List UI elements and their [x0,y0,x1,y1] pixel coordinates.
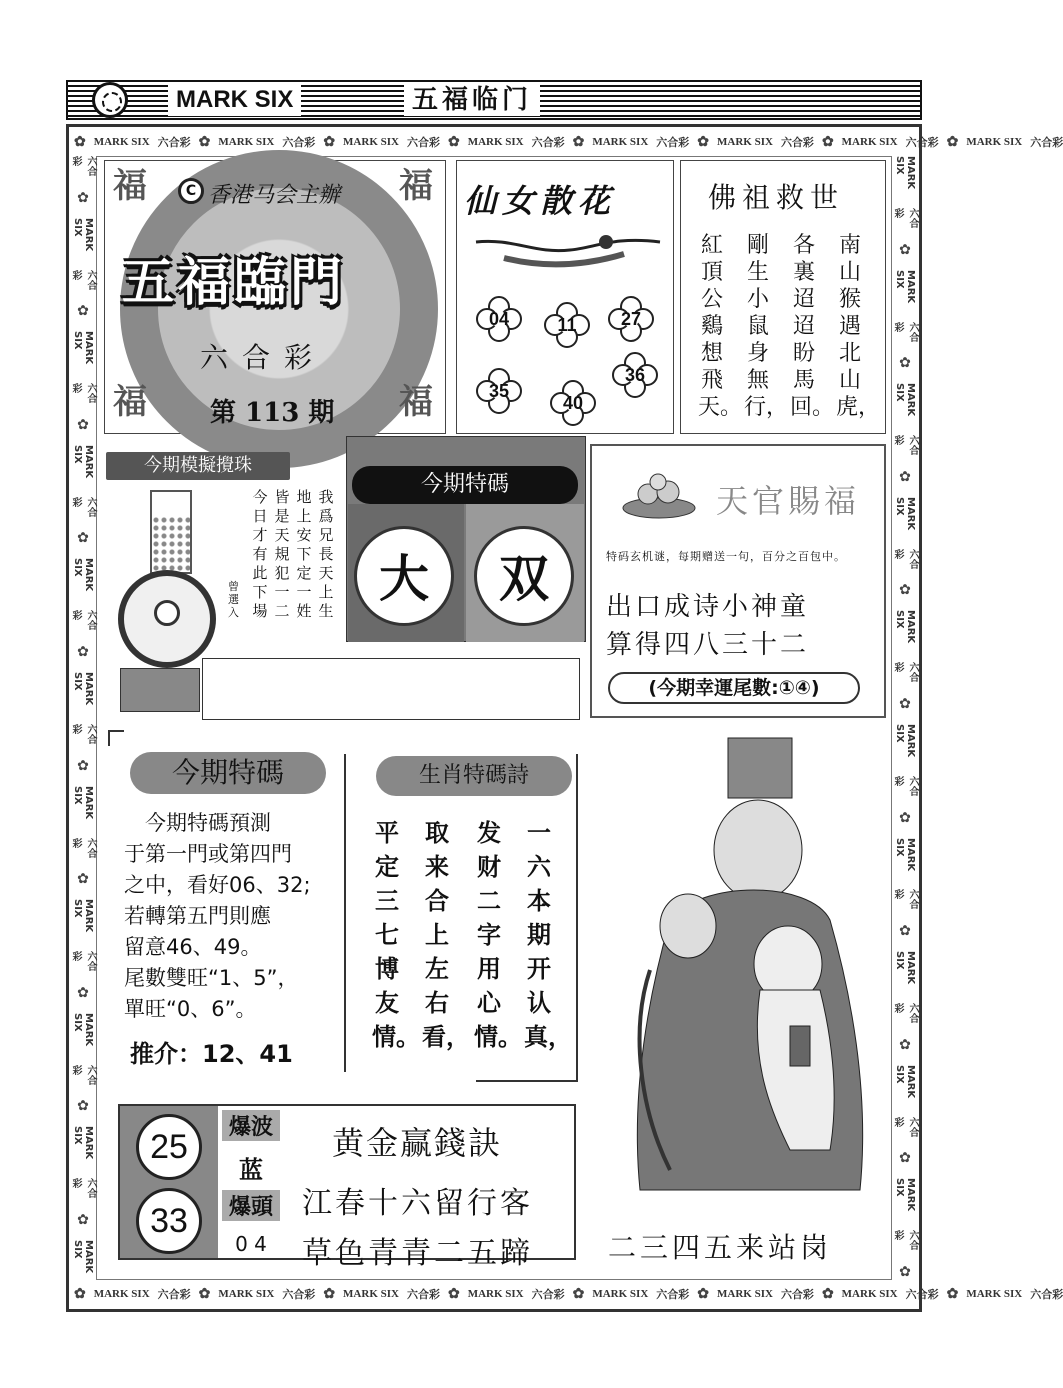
tema2-line: 于第一門或第四門 [124,842,292,866]
flower-icon: ✿ [897,582,913,599]
buddha-title: 佛祖救世 [708,181,845,214]
drum-poem-col-3: 皆是天規犯一二 [274,488,290,620]
drum-label: 今期模擬攪珠 [106,452,290,480]
flower-icon: ✿ [697,134,710,150]
deity-caption: 二三四五来站岗 [608,1231,833,1264]
buddha-col-1: 南山猴遇北山虎， [836,233,881,420]
border-brand: MARK SIX [894,1178,916,1212]
border-cn: 六合彩 [892,1116,918,1137]
border-cn: 六合彩 [406,137,440,149]
border-brand: MARK SIX [592,136,649,148]
flower-icon: ✿ [697,1286,710,1302]
flower-icon: ✿ [897,809,913,826]
border-strip-left [70,156,96,1280]
border-brand: MARK SIX [467,1288,524,1300]
fairy-number-text: 11 [557,315,577,335]
border-brand: MARK SIX [894,496,916,530]
flower-icon: ✿ [447,134,460,150]
gold-line-1: 江春十六留行客 [302,1186,533,1221]
separator-h [476,1080,578,1082]
border-brand: MARK SIX [894,1064,916,1098]
border-cn: 六合彩 [892,1230,918,1251]
border-brand: MARK SIX [592,1288,649,1300]
fairy-number-1 [476,296,522,342]
border-cn: 六合彩 [892,321,918,342]
border-cn: 六合彩 [1030,1289,1063,1301]
tiangong-line-1: 出口成诗小神童 [606,592,810,622]
corner-mark [108,730,124,746]
flower-icon: ✿ [572,134,585,150]
flower-icon: ✿ [897,241,913,258]
flower-icon: ✿ [897,695,913,712]
border-brand: MARK SIX [72,1240,94,1274]
tiangong-sub: 特码玄机谜，每期赠送一句，百分之百包中。 [606,550,846,563]
tema2-line: 單旺“0、6”。 [124,997,257,1021]
flower-icon: ✿ [572,1286,585,1302]
fairy-number-text: 36 [624,365,646,385]
tema2-body [124,808,344,1025]
border-cn: 六合彩 [531,1289,565,1301]
border-brand: MARK SIX [717,1288,773,1300]
shengxiao-col-1: 一六本期开认真， [524,819,572,1051]
tema2-line: 尾數雙旺“1、5”， [124,966,299,990]
border-cn: 六合彩 [70,951,96,972]
border-cn: 六合彩 [656,1289,690,1301]
border-brand: MARK SIX [966,1288,1023,1300]
tema2-line: 之中，看好06、32; [124,873,311,897]
border-cn: 六合彩 [406,1289,440,1301]
border-brand: MARK SIX [841,136,898,148]
empty-box [202,658,580,720]
flower-icon: ✿ [75,530,91,547]
border-cn: 六合彩 [531,137,565,149]
burst-head-label: 爆頭 [222,1190,280,1221]
border-brand: MARK SIX [72,1012,94,1046]
fairy-number-text: 35 [488,381,510,401]
fu-corner-bl: 福 [113,382,147,422]
border-cn: 六合彩 [892,775,918,796]
flower-icon: ✿ [75,871,91,888]
border-cn: 六合彩 [780,1289,814,1301]
flower-icon: ✿ [946,1286,959,1302]
separator [344,754,346,1072]
border-cn: 六合彩 [892,548,918,569]
border-cn: 六合彩 [892,435,918,456]
flower-icon: ✿ [75,416,91,433]
shengxiao-col-2: 发财二字用心情。 [474,819,522,1051]
border-strip-top [74,130,1063,154]
recommend: 推介：12、41 [130,1040,293,1068]
border-cn: 六合彩 [282,137,316,149]
border-brand: MARK SIX [93,1288,150,1300]
banner-brand: MARK SIX [168,84,301,116]
burst-head-value: 0 4 [235,1232,267,1256]
jockey-club-logo-icon: C [178,178,204,204]
burst-wave-label: 爆波 [222,1110,280,1141]
border-brand: MARK SIX [894,723,916,758]
border-cn: 六合彩 [1030,137,1063,149]
fu-corner-tl: 福 [113,166,147,206]
host-text: 香港马会主辦 [208,183,341,208]
shengxiao-col-4: 平定三七博友情。 [372,819,420,1051]
flower-icon: ✿ [447,1286,460,1302]
shengxiao-col-3: 取来合上左右看， [422,819,470,1051]
buddha-col-4: 紅頂公鷄想飛天。 [698,233,743,420]
buddha-col-3: 剛生小鼠身無行， [744,233,789,420]
fairy-title: 仙女散花 [464,182,617,220]
drum-poem-col-4: 今日才有此下場 [252,488,268,620]
border-brand: MARK SIX [894,383,916,417]
tema-double: 双 [474,526,574,626]
drum-base [120,668,200,712]
drum-hub-icon [154,600,180,626]
gold-line-2: 草色青青二五蹄 [302,1236,533,1271]
border-strip-right [892,156,918,1280]
tiangong-line-2: 算得四八三十二 [606,630,810,660]
border-brand: MARK SIX [894,951,916,985]
border-cn: 六合彩 [157,137,191,149]
drum-poem-col-2: 地上安下定一姓 [296,488,312,620]
border-brand: MARK SIX [218,136,275,148]
border-strip-bottom [74,1282,1063,1306]
tema2-line: 今期特碼預測 [124,811,271,835]
fairy-number-text: 27 [620,309,642,329]
ball-2: 33 [136,1188,202,1254]
fairy-number-text: 04 [488,309,510,329]
border-brand: MARK SIX [894,837,916,871]
flower-icon: ✿ [74,134,86,150]
fu-corner-tr: 福 [399,166,433,206]
border-brand: MARK SIX [93,136,150,148]
flower-icon: ✿ [897,923,913,940]
fairy-number-text: 40 [562,393,584,413]
border-cn: 六合彩 [157,1289,191,1301]
fairy-number-2 [544,302,590,348]
drum-legend: 曾選入 [228,580,239,619]
fu-corner-br: 福 [399,382,433,422]
separator [576,754,578,1080]
border-brand: MARK SIX [72,217,94,251]
fairy-number-5 [550,380,596,426]
flower-icon: ✿ [75,189,91,206]
tema2-line: 留意46、49。 [124,935,262,959]
flower-icon: ✿ [75,984,91,1001]
fairy-number-3 [608,296,654,342]
gold-title: 黄金赢錢訣 [332,1124,503,1162]
flower-icon: ✿ [198,134,211,150]
main-subtitle: 六合彩 [200,341,327,374]
flower-icon: ✿ [821,1286,834,1302]
flower-icon: ✿ [198,1286,211,1302]
flower-icon: ✿ [897,355,913,372]
flower-icon: ✿ [897,1036,913,1053]
tiangong-title: 天官賜福 [716,482,861,520]
burst-wave-value: 蓝 [239,1156,263,1184]
flower-icon: ✿ [75,757,91,774]
border-cn: 六合彩 [70,1178,96,1199]
border-brand: MARK SIX [841,1288,898,1300]
flower-icon: ✿ [323,134,336,150]
border-brand: MARK SIX [894,610,916,644]
border-brand: MARK SIX [894,269,916,303]
lucky-tail-numbers: (今期幸運尾數:①④) [608,672,860,704]
fairy-figure-icon [474,228,662,272]
ball-1: 25 [136,1114,202,1180]
border-cn: 六合彩 [892,889,918,910]
border-cn: 六合彩 [656,137,690,149]
border-brand: MARK SIX [72,785,94,819]
tema2-label: 今期特碼 [130,752,326,794]
three-deities-illustration-icon [610,730,890,1210]
mark-six-logo-icon [92,82,128,118]
border-cn: 六合彩 [905,137,939,149]
border-brand: MARK SIX [343,1288,399,1300]
border-brand: MARK SIX [72,672,94,706]
border-brand: MARK SIX [218,1288,275,1300]
border-cn: 六合彩 [282,1289,316,1301]
drum-poem-col-1: 我爲兄長天上生 [318,488,334,620]
border-cn: 六合彩 [70,383,96,404]
flower-icon: ✿ [75,644,91,661]
border-brand: MARK SIX [72,899,94,933]
issue-number: 第 113 期 [210,398,335,428]
banner-title: 五福临门 [404,84,540,116]
tema-big: 大 [354,526,454,626]
flower-icon: ✿ [821,134,834,150]
buddha-col-2: 各裏迢迢盼馬回。 [790,233,835,420]
border-cn: 六合彩 [892,1003,918,1024]
border-brand: MARK SIX [72,558,94,592]
flower-icon: ✿ [897,1263,913,1280]
flower-icon: ✿ [897,1150,913,1167]
border-brand: MARK SIX [894,156,916,190]
main-title: 五福臨門 [122,253,347,313]
border-cn: 六合彩 [70,837,96,858]
border-cn: 六合彩 [70,269,96,290]
border-brand: MARK SIX [717,136,773,148]
border-cn: 六合彩 [892,662,918,683]
drum-balls-icon [152,516,190,572]
border-brand: MARK SIX [72,1126,94,1160]
flower-icon: ✿ [323,1286,336,1302]
border-cn: 六合彩 [70,496,96,517]
tema2-line: 若轉第五門則應 [124,904,271,928]
border-brand: MARK SIX [966,136,1023,148]
border-brand: MARK SIX [72,331,94,365]
fairy-number-6 [612,352,658,398]
tema-label: 今期特碼 [352,466,578,504]
flower-icon: ✿ [946,134,959,150]
border-cn: 六合彩 [70,156,96,176]
fruit-bowl-icon [620,470,698,520]
shengxiao-label: 生肖特碼詩 [376,756,572,796]
flower-icon: ✿ [74,1286,86,1302]
border-cn: 六合彩 [780,137,814,149]
flower-icon: ✿ [75,1212,91,1229]
flower-icon: ✿ [897,468,913,485]
border-brand: MARK SIX [467,136,524,148]
border-cn: 六合彩 [70,723,96,744]
border-cn: 六合彩 [70,610,96,631]
border-cn: 六合彩 [892,207,918,228]
flower-icon: ✿ [75,1098,91,1115]
flower-icon: ✿ [75,303,91,320]
border-brand: MARK SIX [343,136,399,148]
border-brand: MARK SIX [72,444,94,478]
fairy-number-4 [476,368,522,414]
border-cn: 六合彩 [905,1289,939,1301]
border-cn: 六合彩 [70,1064,96,1085]
